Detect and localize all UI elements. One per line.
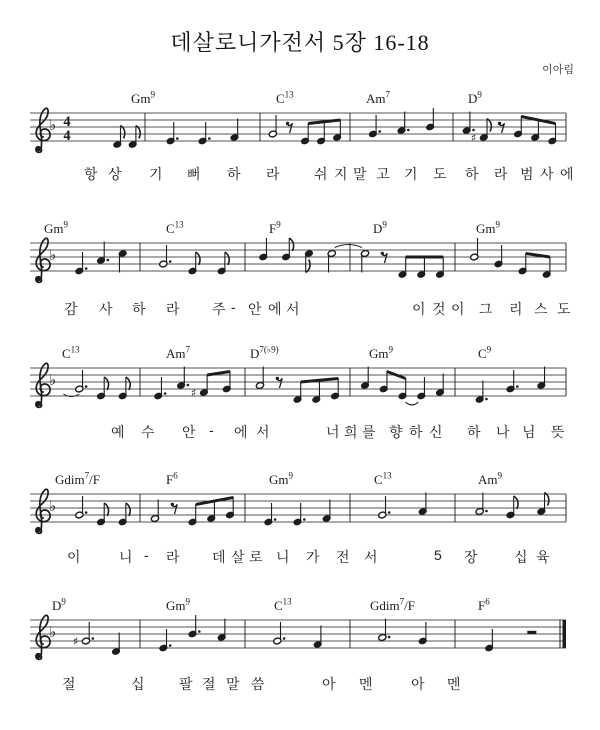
lyric-syllable: 나 — [496, 424, 510, 440]
lyric-syllable: 안 — [248, 301, 262, 317]
svg-text:4: 4 — [63, 128, 71, 144]
lyric-syllable: 서 — [286, 301, 300, 317]
lyric-syllable: 아 — [322, 676, 336, 692]
lyric-syllable: 리 — [509, 301, 523, 317]
lyric-syllable: 하 — [227, 166, 241, 182]
lyric-syllable: 라 — [494, 166, 508, 182]
lyric-syllable: 그 — [479, 301, 493, 317]
lyric-syllable: 십 — [131, 676, 145, 692]
lyric-syllable: 살 — [231, 549, 245, 565]
chord-symbol: Gm$^9$ — [269, 470, 293, 487]
lyric-syllable: 에 — [560, 166, 574, 182]
lyric-syllable: 절 — [202, 676, 216, 692]
lyric-syllable: 멘 — [359, 676, 373, 692]
svg-text:♯: ♯ — [470, 131, 477, 145]
chord-symbol: Gdim$^7$/F — [55, 470, 100, 487]
lyric-syllable: - — [144, 547, 149, 563]
lyric-syllable: 희 — [344, 424, 358, 440]
lyric-syllable: 상 — [108, 166, 122, 182]
lyric-syllable: 라 — [266, 166, 280, 182]
chord-symbol: Gm$^9$ — [166, 596, 190, 613]
lyric-syllable: 향 — [389, 424, 403, 440]
chord-symbol: $C^{13}$ — [374, 470, 392, 487]
lyric-syllable: 말 — [226, 676, 240, 692]
chord-symbol: $C^{13}$ — [166, 219, 184, 236]
lyric-syllable: 예 — [111, 424, 125, 440]
svg-text:♭: ♭ — [49, 116, 57, 134]
lyric-syllable: 서 — [364, 549, 378, 565]
song-title: 데살로니가전서 5장 16-18 — [170, 30, 430, 55]
lyric-syllable: 장 — [464, 549, 478, 565]
lyric-syllable: 것 — [432, 301, 446, 317]
chord-symbol: Gm$^9$ — [44, 219, 68, 236]
lyric-syllable: 이 — [451, 301, 465, 317]
lyric-syllable: 사 — [99, 301, 113, 317]
chord-symbol: $C^{13}$ — [274, 596, 292, 613]
svg-text:♭: ♭ — [49, 497, 57, 515]
chord-symbol: $C^{13}$ — [62, 344, 80, 361]
lyric-syllable: 라 — [166, 301, 180, 317]
lyric-syllable: 신 — [429, 424, 443, 440]
lyric-syllable: 스 — [534, 301, 548, 317]
staff-system-5 — [30, 615, 566, 659]
staff-system-1 — [30, 108, 566, 152]
lyric-syllable: 범 — [520, 166, 534, 182]
composer-credit: 이아림 — [542, 64, 574, 76]
chord-symbol: $C^9$ — [478, 344, 492, 361]
lyric-syllable: 하 — [467, 424, 481, 440]
chord-symbol: $F^6$ — [166, 470, 178, 487]
lyric-syllable: 지 — [334, 166, 348, 182]
lyric-syllable: 너 — [326, 424, 340, 440]
svg-text:♯: ♯ — [73, 635, 79, 648]
lyric-syllable: 님 — [522, 424, 536, 440]
lyric-syllable: 하 — [409, 424, 423, 440]
chord-symbol: Am$^7$ — [366, 89, 390, 106]
lyric-syllable: 안 — [182, 424, 196, 440]
lyric-syllable: 가 — [306, 549, 320, 565]
lyric-syllable: 육 — [536, 549, 550, 565]
lyric-syllable: 기 — [404, 166, 418, 182]
lyric-syllable: 수 — [141, 424, 155, 440]
chord-symbol: $D^9$ — [373, 219, 387, 236]
chord-symbol: Am$^9$ — [478, 470, 502, 487]
lyric-syllable: 하 — [132, 301, 146, 317]
lyric-syllable: 뜻 — [551, 424, 565, 440]
lyric-syllable: 뻐 — [187, 166, 201, 182]
lyric-syllable: 하 — [465, 166, 479, 182]
lyric-syllable: 사 — [540, 166, 554, 182]
staff-system-2 — [30, 238, 566, 282]
chord-symbol: $D^{7(♭9)}$ — [250, 344, 279, 361]
chord-symbol: Gm$^9$ — [476, 219, 500, 236]
lyric-syllable: 팔 — [179, 676, 193, 692]
lyric-syllable: 아 — [411, 676, 425, 692]
lyric-syllable: 멘 — [447, 676, 461, 692]
staff-system-4 — [30, 489, 566, 533]
lyric-syllable: 쉬 — [314, 166, 328, 182]
chord-symbol: Gm$^9$ — [131, 89, 155, 106]
chord-symbol: $F^6$ — [478, 596, 490, 613]
lyric-syllable: 니 — [276, 549, 290, 565]
lyric-syllable: 십 — [514, 549, 528, 565]
lyric-syllable: 이 — [67, 549, 81, 565]
lyric-syllable: 를 — [362, 424, 376, 440]
lyric-syllable: 씀 — [251, 676, 265, 692]
chord-symbol: $D^9$ — [468, 89, 482, 106]
svg-text:♭: ♭ — [49, 246, 57, 264]
lyric-syllable: 전 — [336, 549, 350, 565]
lyric-syllable: 말 — [353, 166, 367, 182]
lyric-syllable: 이 — [412, 301, 426, 317]
lyric-syllable: 라 — [166, 549, 180, 565]
staff-system-3 — [30, 363, 566, 407]
svg-text:♭: ♭ — [49, 371, 57, 389]
lyric-syllable: 감 — [64, 301, 78, 317]
chord-symbol: $C^{13}$ — [276, 89, 294, 106]
svg-text:♯: ♯ — [190, 386, 197, 400]
lyric-syllable: - — [231, 299, 236, 315]
chord-symbol: Gm$^9$ — [369, 344, 393, 361]
lyric-syllable: 로 — [249, 549, 263, 565]
lyric-syllable: 도 — [557, 301, 571, 317]
lyric-syllable: 니 — [119, 549, 133, 565]
chord-symbol: Gdim$^7$/F — [370, 596, 415, 613]
lyric-syllable: 고 — [376, 166, 390, 182]
lyric-syllable: 데 — [212, 549, 226, 565]
chord-symbol: Am$^7$ — [166, 344, 190, 361]
lyric-syllable: 절 — [62, 676, 76, 692]
lyric-syllable: 항 — [84, 166, 98, 182]
lyric-syllable: - — [209, 422, 214, 438]
lyric-syllable: 서 — [256, 424, 270, 440]
lyric-syllable: 에 — [268, 301, 282, 317]
lyric-syllable: 주 — [212, 301, 226, 317]
lyric-syllable: 도 — [433, 166, 447, 182]
lyric-syllable: 기 — [149, 166, 163, 182]
chord-symbol: $D^9$ — [52, 596, 66, 613]
svg-text:4: 4 — [63, 113, 71, 130]
lyric-syllable: 에 — [234, 424, 248, 440]
svg-text:♭: ♭ — [49, 623, 57, 641]
chord-symbol: $F^9$ — [269, 219, 281, 236]
lyric-syllable: 5 — [434, 547, 442, 563]
